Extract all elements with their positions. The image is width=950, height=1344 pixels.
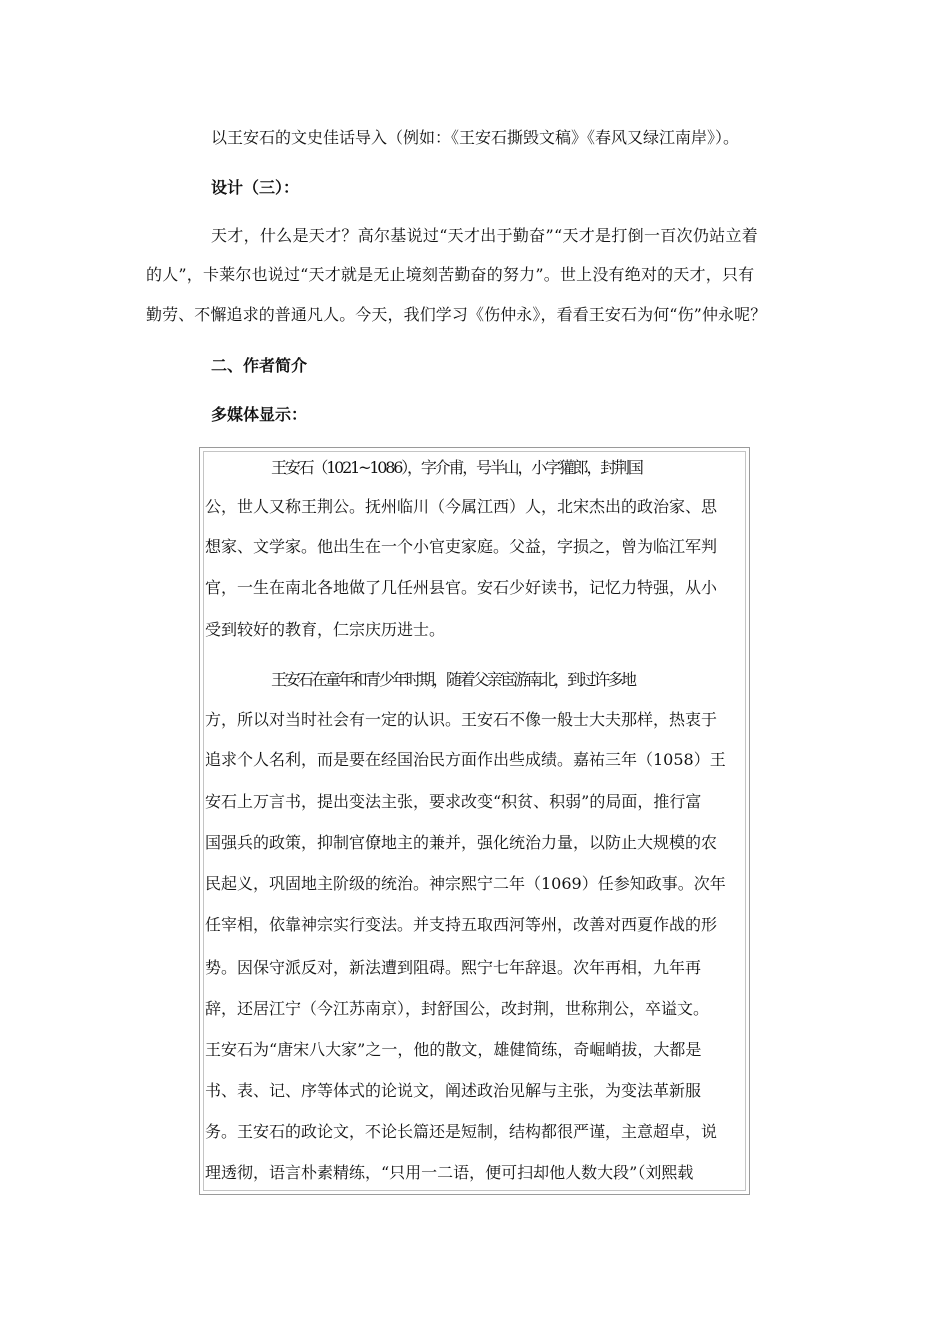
box-para1-line-3: 想家、文学家。他出生在一个小官吏家庭。父益，字损之，曾为临江军判 <box>205 537 718 556</box>
box-para2-line-2: 方，所以对当时社会有一定的认识。王安石不像一般士大夫那样，热衷于 <box>205 710 718 729</box>
intro-line: 以王安石的文史佳话导入（例如：《王安石撕毁文稿》《春风又绿江南岸》）。 <box>211 128 740 147</box>
box-para1-line-2: 公，世人又称王荆公。抚州临川（今属江西）人，北宋杰出的政治家、思 <box>205 497 718 516</box>
box-para2-line-8: 势。因保守派反对，新法遭到阻碍。熙宁七年辞退。次年再相，九年再 <box>205 958 702 977</box>
section2-heading: 二、作者简介 <box>211 356 308 375</box>
box-para2-line-13: 理透彻，语言朴素精练，“只用一二语，便可扫却他人数大段”（刘熙载 <box>205 1163 694 1182</box>
box-para1-line-1: 王安石（1021~1086），字介甫，号半山，小字獾郎，封荆国 <box>271 458 642 477</box>
box-para1-line-5: 受到较好的教育，仁宗庆历进士。 <box>205 620 446 639</box>
design3-heading: 设计（三）： <box>211 178 300 197</box>
design3-line-1: 天才，什么是天才？高尔基说过“天才出于勤奋”“天才是打倒一百次仍站立着 <box>211 226 759 245</box>
box-para2-line-1: 王安石在童年和青少年时期，随着父亲宦游南北，到过许多地 <box>271 670 635 689</box>
box-para2-line-7: 任宰相，依靠神宗实行变法。并支持五取西河等州，改善对西夏作战的形 <box>205 915 718 934</box>
box-para2-line-6: 民起义，巩固地主阶级的统治。神宗熙宁二年（1069）任参知政事。次年 <box>205 874 726 893</box>
box-para2-line-11: 书、表、记、序等体式的论说文，阐述政治见解与主张，为变法革新服 <box>205 1081 702 1100</box>
box-para2-line-4: 安石上万言书，提出变法主张，要求改变“积贫、积弱”的局面，推行富 <box>205 792 702 811</box>
box-para2-line-5: 国强兵的政策，抑制官僚地主的兼并，强化统治力量，以防止大规模的农 <box>205 833 718 852</box>
box-para1-line-4: 官，一生在南北各地做了几任州县官。安石少好读书，记忆力特强，从小 <box>205 578 718 597</box>
box-para2-line-9: 辞，还居江宁（今江苏南京），封舒国公，改封荆，世称荆公，卒谥文。 <box>205 999 710 1018</box>
multimedia-label: 多媒体显示： <box>211 405 308 424</box>
box-para2-line-3: 追求个人名利，而是要在经国治民方面作出些成绩。嘉祐三年（1058）王 <box>205 750 726 769</box>
box-para2-line-10: 王安石为“唐宋八大家”之一，他的散文，雄健简练，奇崛峭拔，大都是 <box>205 1040 702 1059</box>
author-intro-box-inner-border <box>203 451 746 1191</box>
box-para2-line-12: 务。王安石的政论文，不论长篇还是短制，结构都很严谨，主意超卓，说 <box>205 1122 718 1141</box>
design3-line-3: 勤劳、不懈追求的普通凡人。今天，我们学习《伤仲永》，看看王安石为何“伤”仲永呢？ <box>146 305 767 324</box>
design3-line-2: 的人”，卡莱尔也说过“天才就是无止境刻苦勤奋的努力”。世上没有绝对的天才，只有 <box>146 265 755 284</box>
